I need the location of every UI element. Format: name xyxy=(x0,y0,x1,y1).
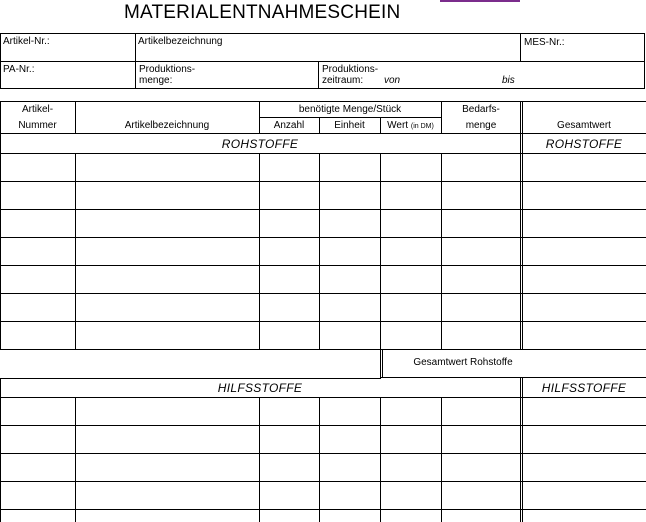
col-artikelbezeichnung: Artikelbezeichnung xyxy=(124,120,210,131)
table-row[interactable] xyxy=(1,238,520,265)
selection-marker xyxy=(440,0,520,2)
produktionszeitraum-label-2: zeitraum: xyxy=(322,75,364,86)
hilfsstoffe-heading-right: HILFSSTOFFE xyxy=(541,381,627,395)
col-anzahl: Anzahl xyxy=(273,120,305,131)
table-row[interactable] xyxy=(1,182,520,209)
table-row[interactable] xyxy=(1,322,520,349)
table-row[interactable] xyxy=(1,398,520,425)
artikelbezeichnung-field[interactable]: Artikelbezeichnung xyxy=(138,36,223,47)
produktionsmenge-label-1: Produktions- xyxy=(139,64,196,75)
mes-nr-field[interactable]: MES-Nr.: xyxy=(524,37,565,48)
produktionszeitraum-label-1: Produktions- xyxy=(322,64,379,75)
bis-field[interactable]: bis xyxy=(502,75,515,86)
table-row[interactable] xyxy=(1,482,520,509)
rohstoffe-heading: ROHSTOFFE xyxy=(221,137,299,151)
col-wert-unit: (in DM) xyxy=(410,123,434,130)
gesamtwert-rohstoffe-field[interactable] xyxy=(545,350,646,377)
pa-nr-field[interactable]: PA-Nr.: xyxy=(3,64,35,75)
col-einheit: Einheit xyxy=(334,120,365,131)
page-title: MATERIALENTNAHMESCHEIN xyxy=(124,2,401,23)
table-row[interactable] xyxy=(1,210,520,237)
col-gesamtwert: Gesamtwert xyxy=(557,120,611,131)
table-row[interactable] xyxy=(1,426,520,453)
col-bedarfsmenge-2: menge xyxy=(465,120,497,131)
col-artikel-nummer-1: Artikel- xyxy=(21,104,54,115)
col-benoetigte-menge: benötigte Menge/Stück xyxy=(298,104,402,115)
table-row[interactable] xyxy=(1,154,520,181)
produktionsmenge-label-2[interactable]: menge: xyxy=(139,75,173,86)
hilfsstoffe-heading: HILFSSTOFFE xyxy=(217,381,303,395)
col-wert: Wert (in DM) xyxy=(387,120,434,131)
rohstoffe-heading-right: ROHSTOFFE xyxy=(545,137,623,151)
col-artikel-nummer-2: Nummer xyxy=(18,120,57,131)
gesamtwert-rohstoffe-label: Gesamtwert Rohstoffe xyxy=(413,357,513,368)
table-row[interactable] xyxy=(1,510,520,522)
table-row[interactable] xyxy=(1,294,520,321)
table-row[interactable] xyxy=(1,266,520,293)
artikel-nr-field[interactable]: Artikel-Nr.: xyxy=(3,36,50,47)
table-row[interactable] xyxy=(1,454,520,481)
col-bedarfsmenge-1: Bedarfs- xyxy=(462,104,500,115)
von-field[interactable]: von xyxy=(384,75,401,86)
